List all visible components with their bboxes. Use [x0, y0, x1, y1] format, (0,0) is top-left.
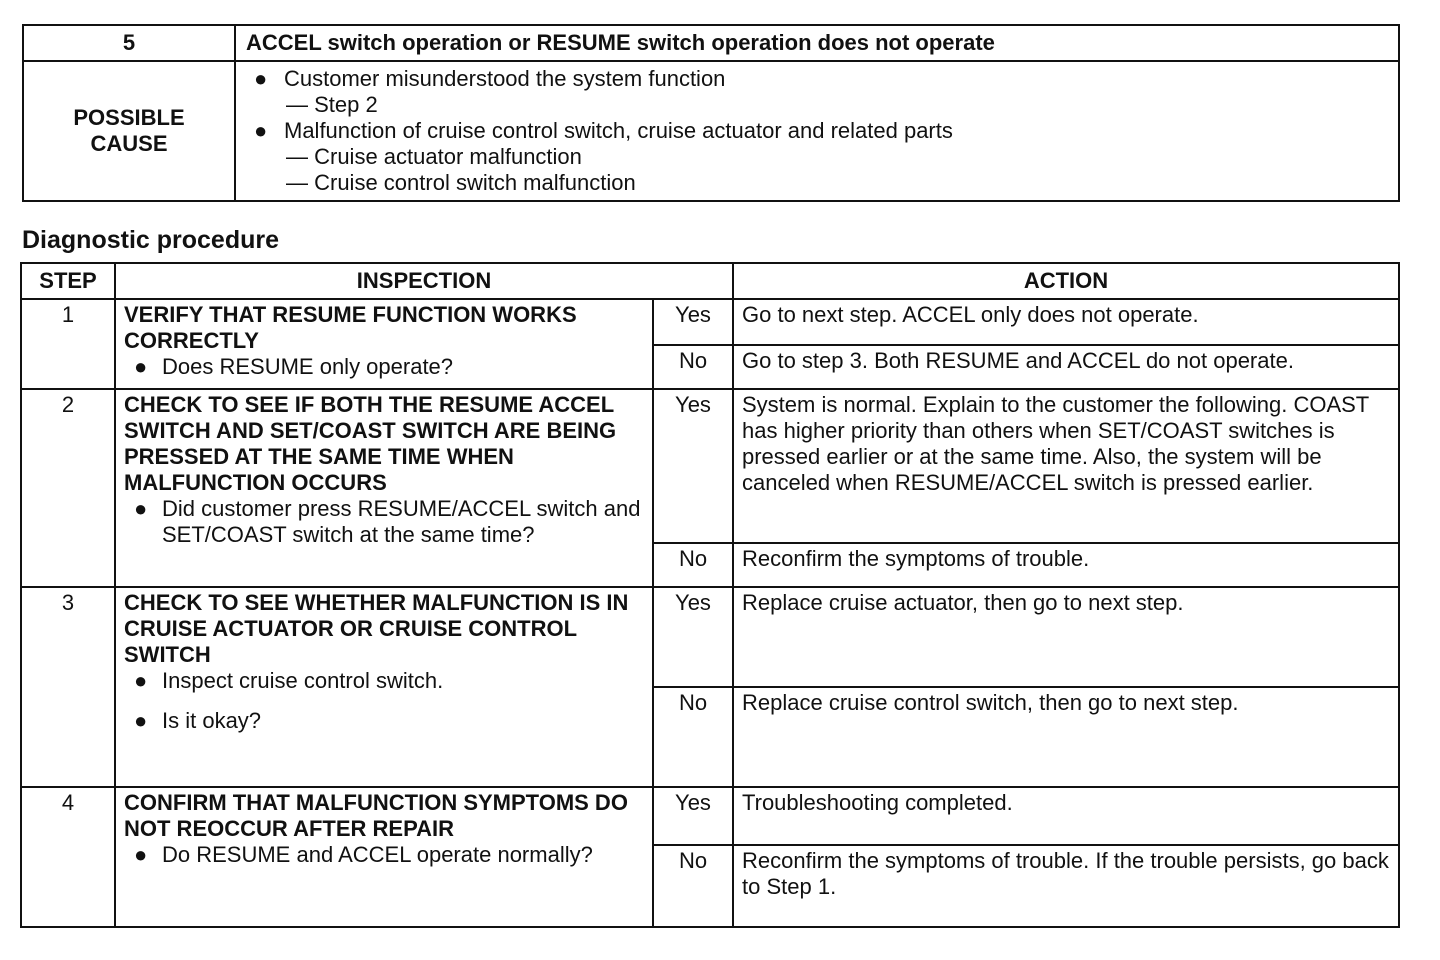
no-label: No: [653, 687, 733, 787]
no-action: Reconfirm the symptoms of trouble. If the trouble persists, go back to Step 1.: [733, 845, 1399, 927]
step-title: CHECK TO SEE IF BOTH THE RESUME ACCEL SWITCH AND SET/COAST SWITCH ARE BEING PRESSED AT THE SAME TIME WHEN MALFUNCTION OCCURS: [124, 392, 617, 495]
step-2-yes-row: [21, 389, 1399, 543]
cause-list: [235, 61, 1399, 201]
step-question: [134, 842, 644, 868]
step-question: [134, 668, 644, 694]
yes-action: Troubleshooting completed.: [733, 787, 1399, 845]
cause-sub-item: — Step 2: [286, 92, 378, 117]
yes-action: System is normal. Explain to the customer the following. COAST has higher priority than others when SET/COAST switches is pressed earlier or at the same time. Also, the system will be canceled when RESUME/ACCEL switch is pressed earlier.: [733, 389, 1399, 543]
yes-action: Replace cruise actuator, then go to next step.: [733, 587, 1399, 687]
cause-sub-item: — Cruise actuator malfunction: [286, 144, 582, 169]
step-4-yes-row: [21, 787, 1399, 845]
top-header-row: [23, 25, 1399, 61]
question-text: Is it okay?: [162, 708, 262, 733]
yes-action: Go to next step. ACCEL only does not operate.: [733, 299, 1399, 345]
step-number: 3: [21, 587, 115, 787]
step-title: CONFIRM THAT MALFUNCTION SYMPTOMS DO NOT REOCCUR AFTER REPAIR: [124, 790, 628, 841]
step-inspection: [115, 389, 653, 587]
no-action: Replace cruise control switch, then go to next step.: [733, 687, 1399, 787]
question-text: Do RESUME and ACCEL operate normally?: [162, 842, 593, 867]
step-3-yes-row: [21, 587, 1399, 687]
no-action: Go to step 3. Both RESUME and ACCEL do not operate.: [733, 345, 1399, 389]
symptom-number: 5: [23, 25, 235, 61]
header-inspection: INSPECTION: [115, 263, 733, 299]
step-1-yes-row: [21, 299, 1399, 345]
cause-text: Malfunction of cruise control switch, cruise actuator and related parts: [284, 118, 953, 143]
cause-sub-item: — Cruise control switch malfunction: [286, 170, 636, 195]
step-title: VERIFY THAT RESUME FUNCTION WORKS CORRECTLY: [124, 302, 577, 353]
step-question: [134, 708, 644, 734]
yes-label: Yes: [653, 587, 733, 687]
header-step: STEP: [21, 263, 115, 299]
no-label: No: [653, 345, 733, 389]
question-text: Inspect cruise control switch.: [162, 668, 444, 693]
bullet-icon: ●: [254, 118, 268, 143]
step-question: [134, 354, 644, 380]
header-row: [21, 263, 1399, 299]
cause-row: [23, 61, 1399, 201]
no-label: No: [653, 845, 733, 927]
question-text: Did customer press RESUME/ACCEL switch and SET/COAST switch at the same time?: [162, 496, 641, 547]
bullet-icon: ●: [254, 66, 268, 91]
cause-label-line1: POSSIBLE: [73, 105, 185, 130]
bullet-icon: ●: [134, 496, 148, 521]
step-inspection: [115, 299, 653, 389]
possible-cause-table: [22, 24, 1400, 202]
bullet-icon: ●: [134, 842, 148, 867]
possible-cause-label: [23, 61, 235, 201]
diagnostic-procedure-table: [20, 262, 1400, 928]
no-action: Reconfirm the symptoms of trouble.: [733, 543, 1399, 587]
question-text: Does RESUME only operate?: [162, 354, 454, 379]
no-label: No: [653, 543, 733, 587]
symptom-title: ACCEL switch operation or RESUME switch operation does not operate: [235, 25, 1399, 61]
bullet-icon: ●: [134, 668, 148, 693]
header-action: ACTION: [733, 263, 1399, 299]
diagnostic-procedure-heading: Diagnostic procedure: [22, 226, 279, 254]
yes-label: Yes: [653, 299, 733, 345]
step-number: 1: [21, 299, 115, 389]
bullet-icon: ●: [134, 708, 148, 733]
step-number: 4: [21, 787, 115, 927]
step-inspection: [115, 787, 653, 927]
cause-item: [254, 66, 1388, 92]
cause-item: [254, 118, 1388, 144]
yes-label: Yes: [653, 389, 733, 543]
cause-text: Customer misunderstood the system function: [284, 66, 726, 91]
bullet-icon: ●: [134, 354, 148, 379]
step-question: [134, 496, 644, 548]
step-title: CHECK TO SEE WHETHER MALFUNCTION IS IN CRUISE ACTUATOR OR CRUISE CONTROL SWITCH: [124, 590, 629, 667]
yes-label: Yes: [653, 787, 733, 845]
cause-label-line2: CAUSE: [90, 131, 168, 156]
step-number: 2: [21, 389, 115, 587]
step-inspection: [115, 587, 653, 787]
